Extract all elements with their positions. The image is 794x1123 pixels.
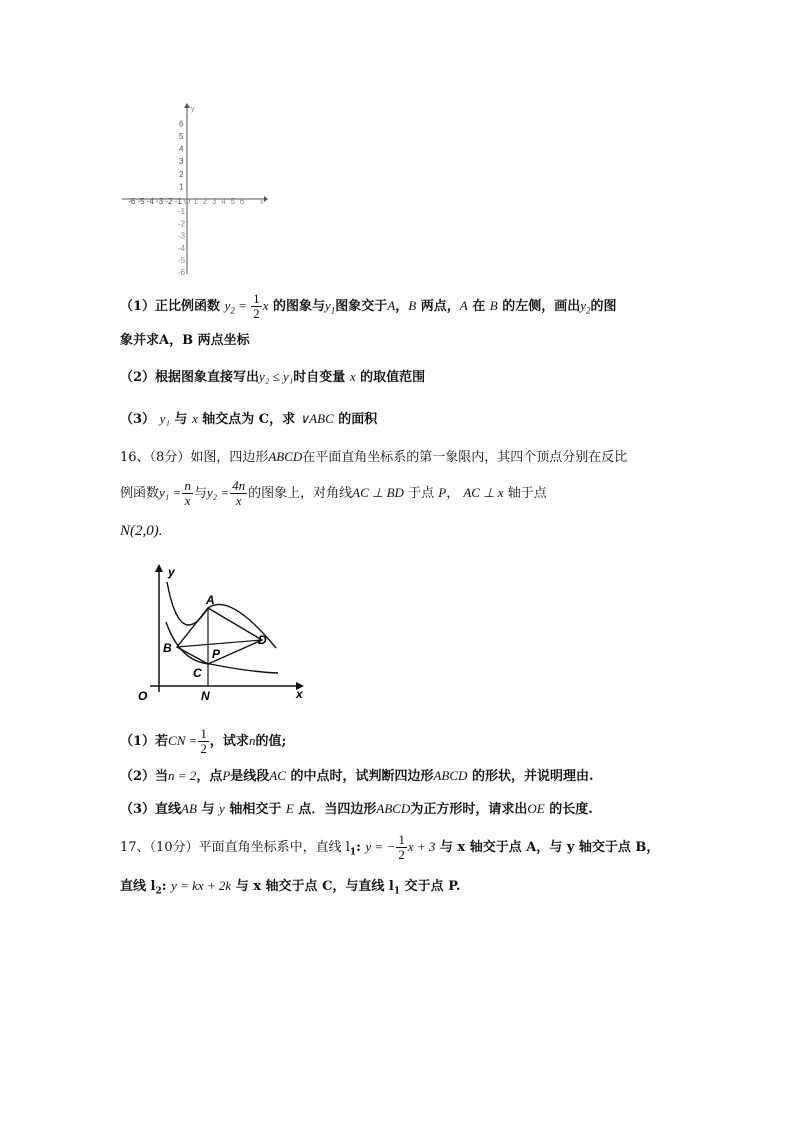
y-tick-label: -5	[178, 256, 186, 265]
q17-line1	[120, 830, 659, 870]
q15-p2-text-c: 的取值范围	[360, 370, 426, 385]
q16-s2-text-e: 的形状，并说明理由.	[471, 769, 594, 784]
q15-p1-B: B	[408, 298, 417, 313]
y-tick-label: -3	[178, 231, 186, 241]
x-tick-label: -4	[146, 197, 154, 206]
q17-line2-text: 直线 l	[120, 879, 156, 894]
label-C: C	[193, 666, 202, 680]
q16-head-text-b: 在平面直角坐标系的第一象限内，其四个顶点分别在反比	[302, 450, 628, 465]
x-tick-label: 4	[221, 197, 226, 206]
q16-heading	[120, 447, 627, 468]
q16-s1-n: n	[248, 733, 256, 748]
y-tick-label: -1	[178, 207, 186, 217]
label-D: D	[258, 633, 267, 647]
q17-text: 17、（10分）平面直角坐标系中，直线 l	[120, 840, 350, 855]
frac-den: 2	[253, 306, 260, 321]
q16-s2-text-c: 是线段	[230, 769, 270, 784]
q17-text-b: 与 x 轴交于点 A，与 y 轴交于点 B，	[439, 840, 660, 855]
q16-line2	[120, 476, 547, 511]
x-tick-label: 2	[202, 197, 208, 206]
q16-s3-text-e: 为正方形时，请求出	[410, 802, 528, 817]
q16-line2-text-c: 的图象上，对角线	[248, 486, 353, 501]
x-tick-label: 6	[239, 197, 245, 206]
q16-line2-text-b: 与	[193, 486, 207, 501]
q17-line2-text-c: 交于点 P.	[404, 879, 461, 894]
x-tick-labels	[128, 197, 245, 206]
label-N: N	[201, 689, 210, 703]
q16-line2-text-f: 轴于点	[507, 486, 547, 501]
frac-num: 1	[253, 291, 260, 306]
frac-num: 1	[398, 832, 405, 847]
y-tick-label: -4	[178, 243, 186, 253]
q17-l2-sub: 2	[155, 886, 162, 897]
q15-p1-line2-text: 象并求A，B 两点坐标	[120, 333, 250, 348]
q16-s1-text-c: 的值;	[255, 734, 287, 749]
q17-eq1b: x + 3	[407, 839, 436, 854]
q15-p3-x: x	[191, 411, 198, 426]
label-P: P	[212, 647, 221, 661]
x-tick-label: O	[184, 197, 191, 206]
q15-p1-fraction	[251, 292, 262, 321]
fig-y-arrow	[155, 564, 163, 572]
q16-y2: y₂ =	[206, 485, 230, 500]
q15-p1-B2: B	[489, 298, 498, 313]
q16-s3-text-f: 的长度.	[549, 802, 593, 817]
frac-den: x	[184, 493, 191, 508]
y-tick-label: -2	[178, 219, 186, 229]
q16-N-coords: N(2,0).	[120, 523, 163, 539]
x-tick-label: 3	[211, 197, 217, 206]
q16-P: P	[438, 485, 447, 500]
q16-fraction-1	[182, 479, 193, 508]
q16-s2-n: n = 2	[168, 768, 197, 783]
q15-p1-y: y	[224, 298, 231, 313]
q17-l1-sub-2: 1	[393, 886, 401, 897]
x-tick-label: -6	[128, 197, 136, 206]
frac-den: 2	[398, 847, 405, 862]
q16-s3-text-c: 轴相交于	[229, 802, 282, 817]
q16-s1-fraction	[198, 727, 209, 756]
label-O: O	[138, 689, 148, 703]
q16-line2-text-d: 于点	[408, 486, 435, 501]
q16-s3-text-d: 点．当四边形	[298, 802, 377, 817]
x-tick-label: -2	[165, 197, 173, 206]
label-y: y	[168, 565, 175, 579]
q16-s2-text-d: 的中点时，试判断四边形	[290, 769, 434, 784]
q15-p1-y1: y	[324, 298, 331, 313]
y-tick-label: 5	[179, 132, 184, 141]
q16-s2-abcd: ABCD	[433, 768, 468, 783]
frac-den: 2	[200, 741, 207, 756]
q15-p1-text-g: 的左侧，画出	[502, 299, 581, 314]
q15-p3-text-d: 的面积	[338, 412, 378, 427]
y-tick-label: 2	[179, 169, 184, 179]
q15-p1-comma: ，	[395, 299, 409, 314]
q16-s1-text: （1）若	[120, 734, 169, 749]
q16-s3-AB: AB	[181, 801, 197, 816]
frac-num: n	[184, 478, 191, 493]
q16-head-abcd: ABCD	[268, 449, 303, 464]
q17-l1-sub: 1	[349, 847, 357, 858]
q15-p1-text: （1）正比例函数	[120, 299, 221, 314]
y-tick-label: 1	[179, 182, 184, 192]
q15-part3	[120, 409, 377, 430]
curve-y1-n-over-x	[166, 622, 278, 673]
q15-p1-x: x	[262, 298, 269, 313]
frac-num: 1	[200, 726, 207, 741]
q15-p3-text-b: 与	[174, 412, 188, 427]
q17-fraction	[396, 833, 407, 862]
q17-colon: :	[356, 840, 361, 855]
x-axis-label: x	[260, 199, 264, 206]
q15-p2-x: x	[349, 369, 356, 384]
q15-p1-text-b: 的图象与	[272, 299, 325, 314]
x-tick-label: 5	[230, 197, 235, 206]
q16-s2-AC: AC	[269, 768, 286, 783]
q15-p1-text-c: 图象交于	[335, 299, 388, 314]
q16-s2-text: （2）当	[120, 769, 169, 784]
y-tick-label: 3	[179, 157, 184, 167]
coordinate-grid-figure	[118, 100, 268, 280]
q15-part2	[120, 367, 425, 388]
q16-s1-cn: CN =	[168, 733, 198, 748]
frac-den: x	[235, 493, 242, 508]
q16-s3-text-b: 与	[201, 802, 215, 817]
q15-p3-y1: y₁	[159, 411, 170, 426]
y-tick-label: 6	[179, 119, 184, 129]
q15-p1-text-h: 的图	[590, 299, 617, 314]
label-A: A	[206, 593, 215, 607]
q16-s1-text-b: ，试求	[209, 734, 249, 749]
q16-y1: y₁ =	[159, 485, 182, 500]
q16-s3-y: y	[219, 801, 225, 816]
q16-ac-perp-bd: AC ⊥ BD	[352, 485, 404, 500]
q15-part1-line2	[120, 331, 250, 351]
q16-s3-E: E	[285, 801, 294, 816]
q16-s2-text-b: ，点	[196, 769, 223, 784]
q15-p1-sub: 2	[230, 305, 235, 316]
q15-p3-triangle: ∨ABC	[299, 411, 334, 426]
y-axis-arrow	[184, 103, 190, 108]
q16-part1	[120, 726, 286, 757]
q15-p2-condition: y₂ ≤ y₁	[259, 369, 294, 384]
q16-line2-text: 例函数	[120, 486, 160, 501]
q15-p1-A: A	[387, 298, 396, 313]
x-tick-label: -5	[137, 197, 145, 206]
q15-p1-y1-sub: 1	[330, 305, 336, 316]
q15-p2-text: （2）根据图象直接写出	[120, 370, 260, 385]
q16-head-text: 16、（8分）如图，四边形	[120, 450, 269, 465]
q17-colon2: :	[161, 879, 167, 894]
q15-p1-text-f: 在	[472, 299, 486, 314]
q16-part3	[120, 799, 593, 820]
x-tick-label: -3	[156, 197, 164, 206]
q15-part1-line1: （1）正比例函数 $y_2$ = $\frac{1}{2}$ x 的图象与$y_1$图象交于A，B 两点，A 在 B 的左侧，画出$y_2$的图	[120, 291, 617, 321]
q16-ac-perp-x: AC ⊥ x	[463, 485, 504, 500]
x-axis-arrow	[264, 196, 268, 202]
q17-eq1: y = −	[365, 839, 396, 854]
q16-s3-OE: OE	[527, 801, 545, 816]
q15-p1-A2: A	[459, 298, 468, 313]
label-x: x	[296, 687, 303, 701]
q16-s2-P: P	[222, 768, 231, 783]
q15-p3-text: （3）	[120, 412, 156, 427]
q16-point-N	[120, 521, 163, 541]
q17-line2	[120, 876, 460, 902]
q16-s3-abcd: ABCD	[376, 801, 411, 816]
q16-comma: ，	[446, 486, 460, 501]
label-B: B	[163, 641, 172, 655]
q17-eq2: y = kx + 2k	[171, 878, 232, 893]
x-tick-label: 1	[193, 197, 198, 206]
q15-p1-text-e: 两点，	[420, 299, 460, 314]
q15-p1-y2-sub: 2	[586, 305, 591, 316]
y-tick-label: -6	[178, 268, 186, 278]
y-tick-label: 4	[179, 144, 184, 154]
q15-p3-text-c: 轴交点为 C，求	[202, 412, 296, 427]
q15-p1-y2: y	[580, 298, 587, 313]
q16-part2	[120, 766, 594, 787]
q16-fraction-2	[230, 479, 247, 508]
q17-line2-text-b: 与 x 轴交于点 C，与直线 l	[235, 879, 394, 894]
x-tick-label: -1	[174, 197, 182, 206]
y-axis-label: y	[191, 106, 195, 113]
frac-num: 4n	[232, 478, 246, 493]
q16-s3-text: （3）直线	[120, 802, 182, 817]
q15-p2-text-b: 时自变量	[293, 370, 346, 385]
q16-figure	[130, 562, 310, 707]
